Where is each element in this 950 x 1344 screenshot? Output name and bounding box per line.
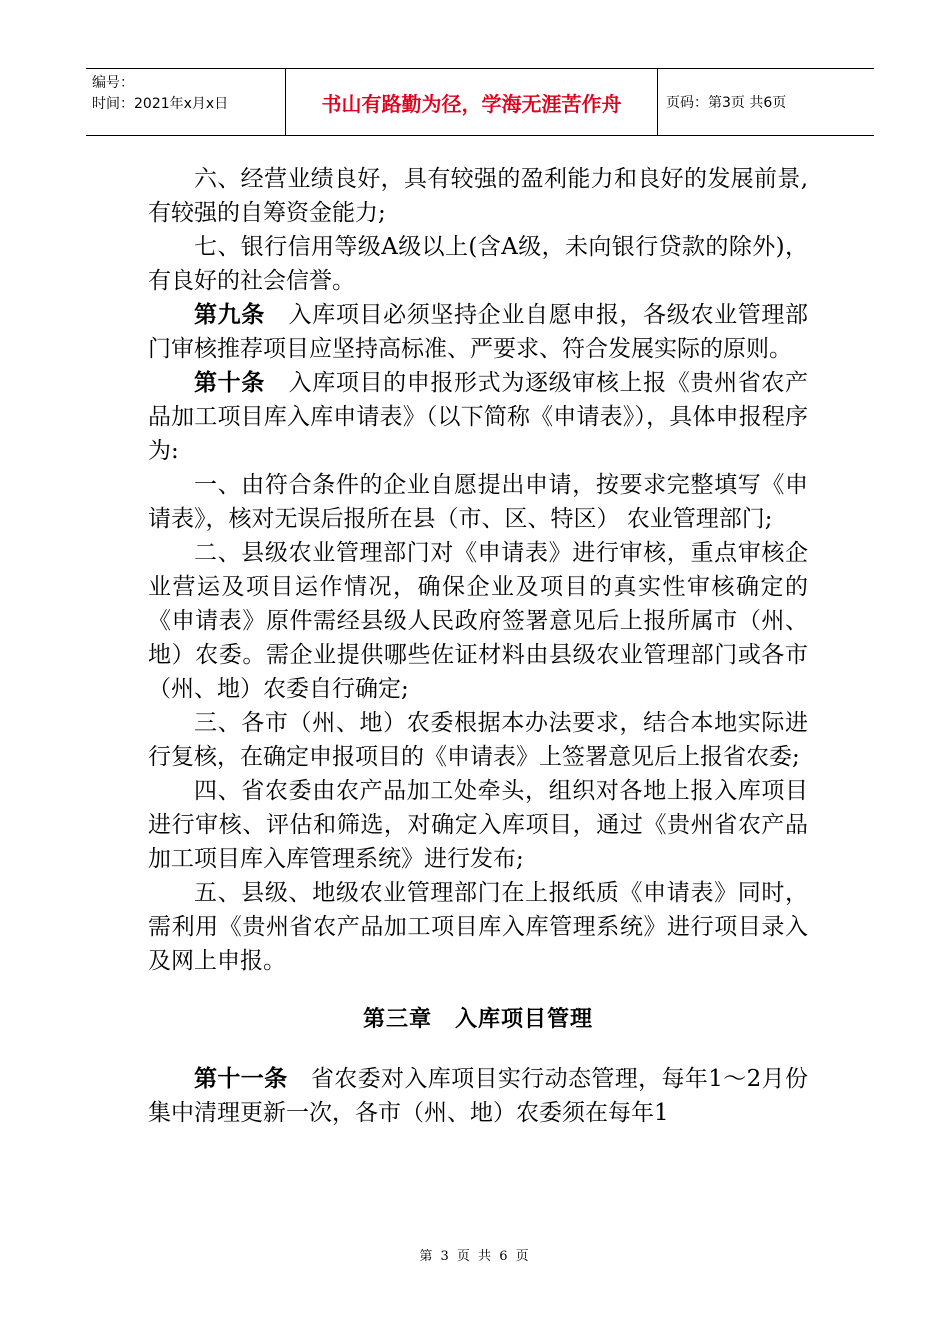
document-body xyxy=(148,162,808,1130)
number-label: 编号： xyxy=(92,75,134,91)
paragraph-4 xyxy=(148,366,808,468)
header-motto: 书山有路勤为径，学海无涯苦作舟 xyxy=(286,69,658,135)
paragraph-text: 五、县级、地级农业管理部门在上报纸质《申请表》同时，需利用《贵州省农产品加工项目库入库管理系统》进行项目录入及网上申报。 xyxy=(148,880,808,974)
article-label: 第九条 xyxy=(194,302,265,328)
article-label: 第十条 xyxy=(194,370,265,396)
paragraph-text: 三、各市（州、地）农委根据本办法要求，结合本地实际进行复核，在确定申报项目的《申请表》上签署意见后上报省农委; xyxy=(148,710,808,770)
paragraph-9 xyxy=(148,876,808,978)
paragraph-5 xyxy=(148,468,808,536)
paragraph-text: 七、银行信用等级A级以上(含A级，未向银行贷款的除外)，有良好的社会信誉。 xyxy=(148,234,808,294)
paragraph-text: 入库项目必须坚持企业自愿申报，各级农业管理部门审核推荐项目应坚持高标准、严要求、符合发展实际的原则。 xyxy=(148,302,809,362)
paragraph-text: 一、由符合条件的企业自愿提出申请，按要求完整填写《申请表》，核对无误后报所在县（市、区、特区） 农业管理部门; xyxy=(148,472,808,532)
paragraph-10 xyxy=(148,1062,808,1130)
paragraph-text: 四、省农委由农产品加工处牵头，组织对各地上报入库项目进行审核、评估和筛选，对确定入库项目，通过《贵州省农产品加工项目库入库管理系统》进行发布; xyxy=(148,778,808,872)
paragraph-3 xyxy=(148,298,808,366)
paragraph-text: 入库项目的申报形式为逐级审核上报《贵州省农产品加工项目库入库申请表》（以下简称《申请表》），具体申报程序为: xyxy=(148,370,809,464)
paragraph-7 xyxy=(148,706,808,774)
header-page-info: 页码：第3页 共6页 xyxy=(666,95,787,111)
chapter-title: 第三章 入库项目管理 xyxy=(362,1007,593,1032)
paragraph-6 xyxy=(148,536,808,706)
article-label: 第十一条 xyxy=(194,1066,288,1092)
page-header xyxy=(86,68,874,136)
page-footer: 第 3 页 共 6 页 xyxy=(419,1249,531,1264)
paragraph-text: 六、经营业绩良好，具有较强的盈利能力和良好的发展前景,有较强的自筹资金能力; xyxy=(148,166,808,226)
header-meta xyxy=(86,69,286,135)
paragraph-8 xyxy=(148,774,808,876)
time-label: 时间：2021年x月x日 xyxy=(92,96,229,112)
paragraph-1 xyxy=(148,162,808,230)
paragraph-2 xyxy=(148,230,808,298)
paragraph-text: 省农委对入库项目实行动态管理，每年1～2月份集中清理更新一次，各市（州、地）农委须在每年1 xyxy=(148,1066,808,1126)
paragraph-text: 二、县级农业管理部门对《申请表》进行审核，重点审核企业营运及项目运作情况，确保企业及项目的真实性审核确定的《申请表》原件需经县级人民政府签署意见后上报所属市（州、地）农委。需企业提供哪些佐证材料由县级农业管理部门或各市（州、地）农委自行确定; xyxy=(148,540,808,702)
